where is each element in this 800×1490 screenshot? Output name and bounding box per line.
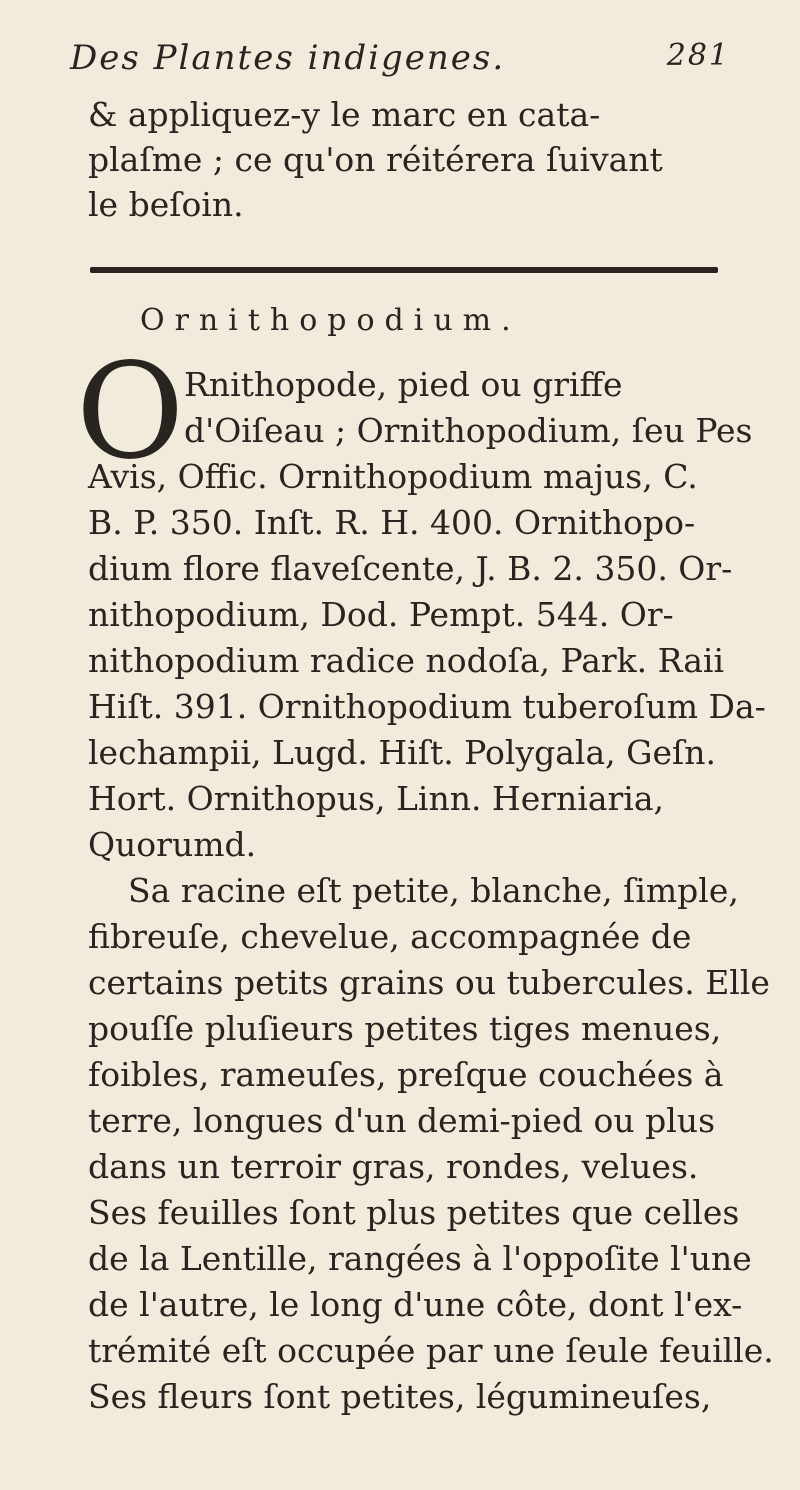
text-line: de la Lentille, rangées à l'oppoſite l'une [88,1239,752,1278]
text-line: foibles, rameuſes, preſque couchées à [88,1055,724,1094]
text-line: Rnithopode, pied ou griffe [184,365,623,404]
text-line: Hiſt. 391. Ornithopodium tuberoſum Da- [88,687,766,726]
text-line: d'Oiſeau ; Ornithopodium, ſeu Pes [184,411,753,450]
text-line: & appliquez-y le marc en cata- [88,95,601,134]
page-number: 281 [666,38,730,73]
main-text [88,362,774,1420]
text-line: Quorumd. [88,825,257,864]
running-header [70,38,730,88]
text-line: certains petits grains ou tubercules. Elle [88,963,770,1002]
text-line: dium flore flaveſcente, J. B. 2. 350. Or- [88,549,733,588]
text-line: terre, longues d'un demi-pied ou plus [88,1101,715,1140]
intro-paragraph [88,92,663,227]
text-line: pouſſe pluſieurs petites tiges menues, [88,1009,722,1048]
text-line: le beſoin. [88,185,244,224]
text-line: de l'autre, le long d'une côte, dont l'ex- [88,1285,743,1324]
text-line: nithopodium, Dod. Pempt. 544. Or- [88,595,674,634]
text-line: plaſme ; ce qu'on réitérera ſuivant [88,140,663,179]
text-line: Hort. Ornithopus, Linn. Herniaria, [88,779,664,818]
text-line: dans un terroir gras, rondes, velues. [88,1147,699,1186]
header-title: Des Plantes indigenes. [70,38,506,78]
text-line: fibreuſe, chevelue, accompagnée de [88,917,692,956]
text-line: Ses fleurs ſont petites, légumineuſes, [88,1377,712,1416]
section-divider [90,267,718,273]
text-line: B. P. 350. Inſt. R. H. 400. Ornithopo- [88,503,696,542]
text-line: lechampii, Lugd. Hiſt. Polygala, Geſn. [88,733,716,772]
text-line: Ses feuilles ſont plus petites que celles [88,1193,740,1232]
text-line: trémité eſt occupée par une ſeule feuille. [88,1331,774,1370]
section-title: Ornithopodium. [140,303,521,338]
text-line: Sa racine eſt petite, blanche, ſimple, [128,871,739,910]
text-line: nithopodium radice nodoſa, Park. Raii [88,641,725,680]
text-line: Avis, Offic. Ornithopodium majus, C. [88,457,698,496]
drop-cap: O [76,335,185,489]
